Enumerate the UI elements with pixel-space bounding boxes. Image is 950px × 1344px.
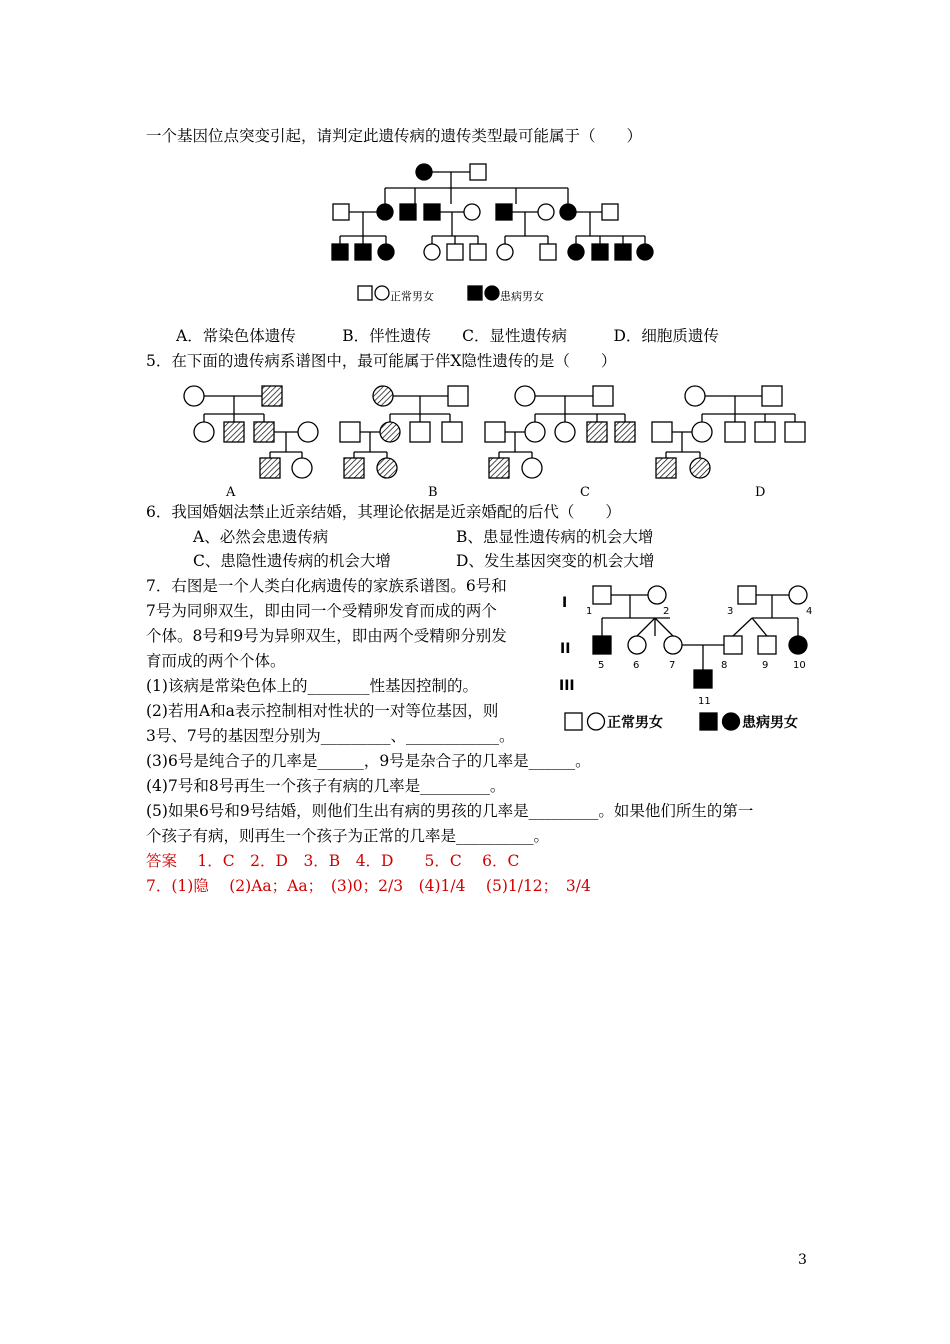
num-9: 9: [762, 660, 769, 671]
q4-stem-tail: 一个基因位点突变引起，请判定此遗传病的遗传类型最可能属于（ ）: [146, 127, 643, 145]
num-4: 4: [806, 606, 813, 617]
q7-line-5: (1)该病是常染色体上的________性基因控制的。: [146, 677, 478, 695]
q7-line-2: 7号为同卵双生，即由同一个受精卵发育而成的两个: [146, 602, 497, 620]
q5-stem: 5．在下面的遗传病系谱图中，最可能属于伴X隐性遗传的是（ ）: [146, 352, 617, 370]
q4-options: A．常染色体遗传 B．伴性遗传 C．显性遗传病 D．细胞质遗传: [176, 327, 719, 345]
q6-stem: 6．我国婚姻法禁止近亲结婚，其理论依据是近亲婚配的后代（ ）: [146, 503, 621, 521]
num-5: 5: [598, 660, 605, 671]
num-6: 6: [633, 660, 640, 671]
q7-line-4: 育而成的两个个体。: [146, 652, 286, 670]
q5-label-b: B: [428, 485, 438, 500]
q7-line-7: 3号、7号的基因型分别为_________、____________。: [146, 727, 515, 745]
num-8: 8: [721, 660, 728, 671]
pedigree-c: [485, 386, 635, 478]
gen-label-2: II: [560, 641, 571, 657]
q7-line-6: (2)若用A和a表示控制相对性状的一对等位基因，则: [146, 702, 499, 720]
q7-line-10: (5)如果6号和9号结婚，则他们生出有病的男孩的几率是_________。如果他们所生的第一: [146, 802, 754, 820]
q6-option-a: A、必然会患遗传病: [193, 528, 329, 546]
answers-line-1: 答案 1．C 2．D 3．B 4．D 5．C 6．C: [146, 852, 520, 870]
q6-option-d: D、发生基因突变的机会大增: [456, 552, 655, 570]
num-1: 1: [586, 606, 593, 617]
q4-legend-affected: 患病男女: [500, 290, 544, 303]
q5-label-c: C: [580, 485, 590, 500]
page-number: 3: [798, 1252, 807, 1268]
pedigree-a: [184, 386, 318, 478]
q7-line-9: (4)7号和8号再生一个孩子有病的几率是_________。: [146, 777, 506, 795]
answers-line-2: 7．(1)隐 (2)Aa；Aa； (3)0；2/3 (4)1/4 (5)1/12； 3/4: [146, 877, 591, 895]
num-7: 7: [669, 660, 676, 671]
q7-pedigree: [555, 580, 815, 740]
num-3: 3: [727, 606, 734, 617]
q7-line-1: 7．右图是一个人类白化病遗传的家族系谱图。6号和: [146, 577, 507, 595]
gen-label-1: I: [562, 595, 568, 611]
q7-legend-normal: 正常男女: [607, 715, 663, 731]
gen-label-3: III: [559, 678, 575, 694]
q5-pedigrees: [180, 380, 810, 480]
pedigree-d: [652, 386, 805, 478]
pedigree-b: [340, 386, 468, 478]
q7-line-11: 个孩子有病，则再生一个孩子为正常的几率是__________。: [146, 827, 550, 845]
num-10: 10: [793, 660, 806, 671]
q6-option-c: C、患隐性遗传病的机会大增: [193, 552, 391, 570]
q4-legend-normal: 正常男女: [390, 290, 434, 303]
q7-line-3: 个体。8号和9号为异卵双生，即由两个受精卵分别发: [146, 627, 507, 645]
q7-legend-affected: 患病男女: [742, 715, 798, 731]
q4-pedigree: [320, 160, 670, 305]
q6-option-b: B、患显性遗传病的机会大增: [456, 528, 654, 546]
num-11: 11: [698, 696, 711, 707]
q7-line-8: (3)6号是纯合子的几率是______，9号是杂合子的几率是______。: [146, 752, 591, 770]
q5-label-d: D: [755, 485, 766, 500]
num-2: 2: [663, 606, 670, 617]
q5-label-a: A: [226, 485, 236, 500]
